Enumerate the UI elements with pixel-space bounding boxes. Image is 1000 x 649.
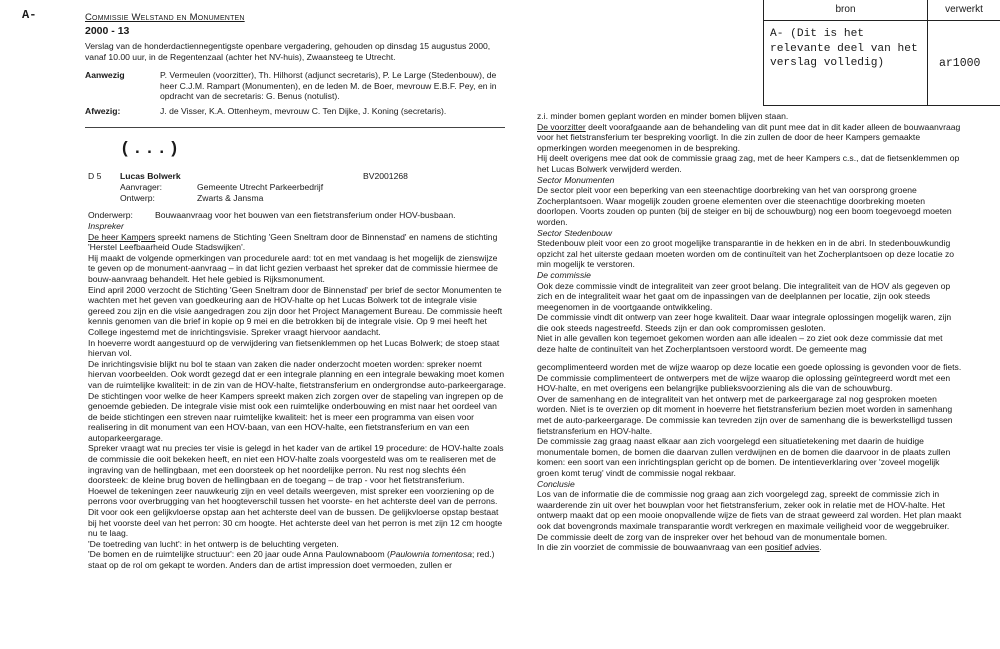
paragraph-text: .	[819, 542, 822, 553]
paragraph-text: 'De bomen en de ruimtelijke structuur': een 20 jaar oude Anna Paulownaboom (	[88, 549, 390, 560]
species-name: Paulownia tomentosa	[389, 549, 473, 560]
stamp-verwerkt-label: verwerkt	[945, 4, 983, 15]
paragraph: De sector pleit voor een beperking van een steenachtige doorbreking van het van oorsprong groene Zocherplantsoen. Waar mogelijk zouden groene elementen over die steenachtige doorbreking moeten doorlopen. Voorts zouden op punten (bij de steiger en bij de schouwburg) nog een boom toegevoegd moeten worden.	[537, 185, 952, 227]
right-column-top	[537, 111, 962, 355]
paragraph: De commissie deelt de zorg van de inspreker over het behoud van de monumentale bomen.	[537, 531, 888, 542]
heading-commissie: De commissie	[537, 269, 591, 280]
speaker-name: De heer Kampers	[88, 231, 156, 242]
absent-label: Afwezig:	[85, 106, 121, 116]
stamp-bron-label: bron	[835, 4, 856, 15]
subject-label: Onderwerp:	[88, 210, 133, 220]
item-name: Lucas Bolwerk	[120, 171, 181, 181]
heading-sector-stedenbouw: Sector Stedenbouw	[537, 227, 613, 238]
header-divider	[85, 127, 505, 128]
paragraph: Stedenbouw pleit voor een zo groot mogelijke transparantie in de hekken en in de abri. In stedenbouwkundig opzicht zal het uiterste gedaan moeten worden om de continuïteit van het Zocherplantsoen op deze locatie zo min mogelijk te verstoren.	[537, 238, 955, 270]
applicant-value: Gemeente Utrecht Parkeerbedrijf	[197, 182, 324, 192]
report-number: 2000 - 13	[85, 25, 130, 37]
paragraph: Over de samenhang en de integraliteit van het ontwerp met de parkeergarage zal nog gesproken moeten worden. Niet is te overzien op dit moment in hoeverre het fietstransferium bezien moet worden in samenhang met de auto-parkeergarage. De commissie kan tevreden zijn over de samenhang die is bewerkstelligd tussen fietstransferium en HOV-halte.	[537, 393, 953, 436]
stamp-column-divider	[927, 0, 928, 105]
paragraph: De commissie zag graag naast elkaar aan zich voorgelegd een situatietekening met daarin de huidige monumentale bomen, de bomen die daarvan zullen verdwijnen en de bomen die daarvoor in de plaats zullen komen: een soort van een inrichtingsplan gericht op de bomen. De intentieverklaring over 'zoveel mogelijk groen komt terug' vindt de commissie nogal rekbaar.	[537, 436, 951, 478]
design-value: Zwarts & Jansma	[197, 193, 264, 203]
applicant-label: Aanvrager:	[120, 182, 163, 192]
paragraph: Hij maakt de volgende opmerkingen van procedurele aard: tot en met vandaag is het mogelijk de zienswijze te geven op de monument-aanvraag – in dat licht gezien verbaast het spreker dat de commissie hiermee de bouw-aanvraag behandelt. Het hele gebied is Rijksmonument.	[88, 252, 498, 284]
paragraph: De commissie vindt dit ontwerp van zeer hoge kwaliteit. Daar waar integrale oplossingen mogelijk waren, zijn die ook steeds nagestreefd. Steeds zijn er dan ook compromissen gesloten.	[537, 312, 952, 333]
paragraph	[88, 549, 506, 570]
paragraph-text: ; red.) staat op de rol om gekapt te worden. Anders dan de artist impression doet vermoeden, zullen er	[88, 549, 495, 570]
stamp-code: ar1000	[939, 57, 981, 70]
left-column	[88, 221, 506, 571]
paragraph: Hij deelt overigens mee dat ook de commissie graag zag, met de heer Kampers c.s., dat de fietsenklemmen op het Lucas Bolwerk verwijderd werden.	[537, 153, 960, 174]
item-code: D 5	[88, 171, 102, 181]
omission-mark: (...)	[120, 140, 182, 159]
paragraph: In hoeverre wordt aangestuurd op de verwijdering van fietsenklemmen op het Lucas Bolwerk; de stoep staat hiervan vol.	[88, 337, 500, 359]
right-column-bottom	[537, 362, 962, 553]
absent-list: J. de Visser, K.A. Ottenheym, mevrouw C. Ten Dijke, J. Koning (secretaris).	[160, 106, 447, 116]
paragraph-text: deelt voorafgaande aan de behandeling van dit punt mee dat in dit kader alleen de bouwaanvraag voor het fietstransferium ter bespreking voorligt. In die zin zullen de door de heer Kampers gemaakte opmerkingen worden meegenomen in de bespreking.	[537, 121, 961, 153]
meeting-intro: Verslag van de honderdactiennegentigste openbare vergadering, gehouden op dinsdag 15 augustus 2000, vanaf 10.00 uur, in de Regentenzaal (achter het NV-huis), Zwaansteeg te Utrecht.	[85, 41, 491, 62]
advice-verdict: positief advies	[764, 542, 820, 553]
design-label: Ontwerp:	[120, 193, 155, 203]
paragraph: z.i. minder bomen geplant worden en minder bomen blijven staan.	[537, 111, 789, 121]
commission-name: Commissie Welstand en Monumenten	[85, 12, 245, 23]
paragraph	[88, 232, 506, 253]
paragraph: Eind april 2000 verzocht de Stichting 'Geen Sneltram door de Binnenstad' per brief de sector Monumenten te wachten met het geven van goedkeuring aan de HOV-halte op het Lucas Bolwerk tot de integrale visie gereed zou zijn en die visie aangedragen zou zijn door het Project Management Bureau. De commissie heeft kennis genomen van die brief in kopie op 9 mei en die betrokken bij de integrale visie. Op 9 mei heeft het College ingestemd met de inrichtingsvisie. Spreker vraagt hiervoor aandacht.	[88, 284, 503, 337]
heading-inspreker: Inspreker	[88, 221, 124, 231]
paragraph: 'De toetreding van lucht': in het ontwerp is de beluchting vergeten.	[88, 538, 339, 549]
paragraph: Niet in alle gevallen kon tegemoet gekomen worden aan alle idealen – zo ziet ook deze commissie dat met deze halte de continuïteit van het Zocherplantsoen verstoord wordt. De gemeente mag	[537, 333, 943, 355]
heading-sector-monumenten: Sector Monumenten	[537, 174, 615, 185]
heading-conclusie: Conclusie	[537, 478, 575, 489]
paragraph: Los van de informatie die de commissie nog graag aan zich voorgelegd zag, spreekt de commissie zich in waarderende zin uit over het bouwplan voor het fietstransferium, zeker ook in relatie met de HOV-halte. Het ontwerp maakt dat op een mooie onopvallende wijze de fiets van de straat geweerd zal worden. Het plan maakt ook dat bovengronds maximale transparantie wordt verkregen en maximale veiligheid voor de weggebruiker.	[537, 489, 962, 531]
stamp-note: A- (Dit is het relevante deel van het verslag volledig)	[770, 28, 918, 69]
chair-label: De voorzitter	[537, 121, 586, 132]
paragraph: Ook deze commissie vindt de integraliteit van zeer groot belang. Die integraliteit van de HOV als gegeven op zich en de integraliteit waar het gaat om de inpassingen van de deelplannen per locatie, zijn ook steeds meegenomen in de voortgaande ontwikkeling.	[537, 280, 951, 312]
paragraph: gecomplimenteerd worden met de wijze waarop op deze locatie een goede oplossing is gevonden voor de fiets. De commissie complimenteert de ontwerpers met de wijze waarop die oplossing geïntegreerd wordt met een HOV-halte, en met overigens een belangrijke publieksvoorziening als die van de schouwburg.	[537, 362, 962, 394]
item-reference: BV2001268	[363, 171, 408, 181]
margin-mark: A-	[22, 8, 37, 22]
paragraph: De inrichtingsvisie blijkt nu bol te staan van zaken die nader onderzocht moeten worden: spreker noemt hiervan voorbeelden. Ook wordt gezegd dat er een integrale planning en een integrale bewaking moet komen van de ruimtelijke kwaliteit: in de zin van de HOV-halte, fietstransferium en ondergrondse auto-parkeergarage. De stichtingen voor welke de heer Kampers spreekt maken zich zorgen over de stapeling van ingrepen op de genoemde gebieden. De integrale visie mist ook een ruimtelijke onderbouwing en mist naar het oordeel van de beide stichtingen een streven naar ruimtelijke kwaliteit: het is meer een programma van eisen voor realisering in dit monument van een HOV-baan, van een HOV-halte, een fietstransferium en van een autoparkeergarage.	[88, 358, 506, 443]
paragraph-text: In die zin voorziet de commissie de bouwaanvraag van een	[537, 542, 765, 553]
present-label: Aanwezig	[85, 70, 125, 80]
paragraph-text: spreekt namens de Stichting 'Geen Sneltram door de Binnenstad' en namens de stichting 'Herstel Leefbaarheid Oude Stadswijken'.	[88, 231, 498, 253]
paragraph: Hoewel de tekeningen zeer nauwkeurig zijn en veel details weergeven, mist spreker een voorziening op de perrons voor overbrugging van het hoogteverschil tussen het voorste- en het achterste deel van de perrons. Dit voor ook een gelijkvloerse opstap aan het achterste deel van de bussen. De gelijkvloerse opstap bestaat bij het voorste deel van het perron: 30 cm hoogte. Het achterste deel van het perron is met zijn 12 cm hoogte nu te laag.	[88, 485, 503, 539]
paragraph	[537, 542, 962, 553]
subject-value: Bouwaanvraag voor het bouwen van een fietstransferium onder HOV-busbaan.	[155, 210, 456, 220]
stamp-divider	[764, 20, 1000, 21]
archive-stamp	[763, 0, 1000, 106]
paragraph: Spreker vraagt wat nu precies ter visie is gelegd in het kader van de artikel 19 procedure: de HOV-halte zoals de commissie die ooit bekeken heeft, en niet een HOV-halte zoals voorgesteld was om te realiseren met de ingraving van de hellingbaan, met een doorsteek op het noordelijke perron. Nu rest nog slechts één doorsteek: de kleine brug boven de hellingbaan en de toegang – de trap - voor het fietstransferium.	[88, 443, 504, 486]
present-list: P. Vermeulen (voorzitter), Th. Hilhorst (adjunct secretaris), P. Le Large (Stedenbouw), de heer C.J.M. Rampart (Monumenten), en de leden M. de Boer, mevrouw E.B.F. Pey, en in opdracht van de secretaris: G. Benus (notulist).	[160, 70, 497, 102]
paragraph	[537, 122, 962, 154]
